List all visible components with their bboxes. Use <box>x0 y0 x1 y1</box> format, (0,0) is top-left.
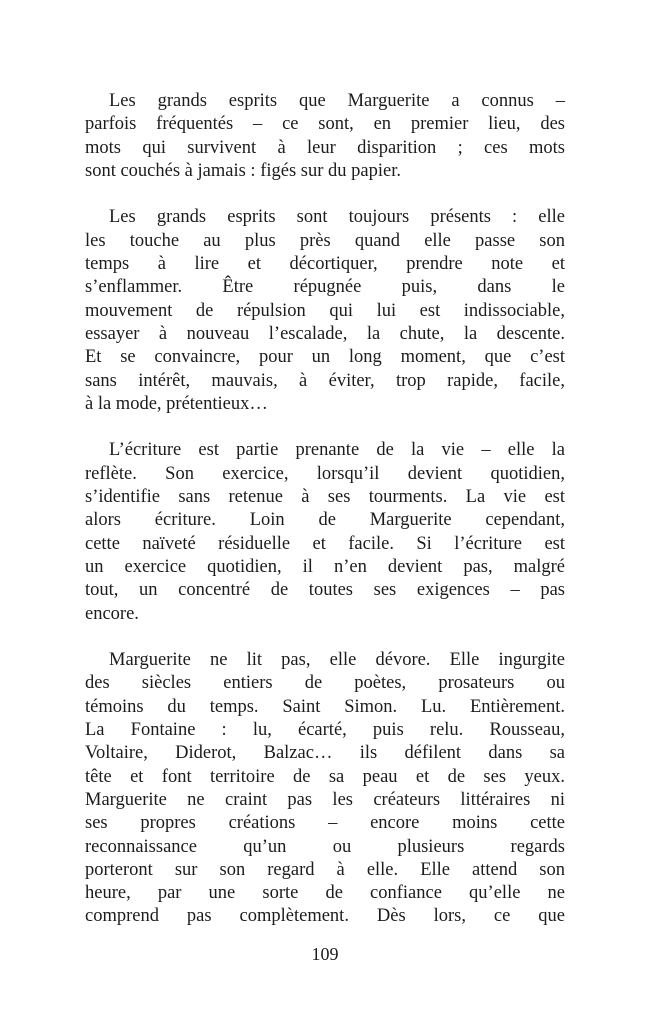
text-line: encore. <box>85 603 139 624</box>
text-line: reflète. Son exercice, lorsqu’il devient quotidien, <box>85 463 565 484</box>
text-line: tête et font territoire de sa peau et de ses yeux. <box>85 766 565 787</box>
text-line: s’enflammer. Être répugnée puis, dans le <box>85 277 565 298</box>
text-line: Voltaire, Diderot, Balzac… ils défilent dans sa <box>85 743 565 764</box>
text-line: mouvement de répulsion qui lui est indissociable, <box>85 300 565 321</box>
text-line: ses propres créations – encore moins cette <box>85 813 565 834</box>
paragraph <box>85 649 565 929</box>
text-line: un exercice quotidien, il n’en devient pas, malgré <box>85 556 565 577</box>
text-line: Les grands esprits sont toujours présents : elle <box>109 207 565 228</box>
body-text <box>85 90 565 952</box>
text-line: Les grands esprits que Marguerite a connus – <box>109 91 565 111</box>
text-line: Marguerite ne lit pas, elle dévore. Elle ingurgite <box>109 650 565 671</box>
text-line: les touche au plus près quand elle passe son <box>85 230 565 251</box>
text-line: parfois fréquentés – ce sont, en premier lieu, des <box>85 114 565 135</box>
text-line: témoins du temps. Saint Simon. Lu. Entièrement. <box>85 696 565 717</box>
text-line: porteront sur son regard à elle. Elle attend son <box>85 859 565 880</box>
text-line: temps à lire et décortiquer, prendre note et <box>85 254 565 275</box>
text-line: des siècles entiers de poètes, prosateurs ou <box>85 673 565 694</box>
paragraph <box>85 90 565 183</box>
text-line: sans intérêt, mauvais, à éviter, trop rapide, facile, <box>85 370 565 391</box>
paragraph <box>85 439 565 625</box>
text-line: L’écriture est partie prenante de la vie – elle la <box>109 440 565 461</box>
text-line: Et se convaincre, pour un long moment, que c’est <box>85 347 565 368</box>
text-line: La Fontaine : lu, écarté, puis relu. Rousseau, <box>85 720 565 741</box>
text-line: mots qui survivent à leur disparition ; ces mots <box>85 137 565 158</box>
page-number: 109 <box>311 944 339 964</box>
text-line: sont couchés à jamais : figés sur du papier. <box>85 160 401 181</box>
text-line: heure, par une sorte de confiance qu’elle ne <box>85 883 565 904</box>
text-line: à la mode, prétentieux… <box>85 393 268 414</box>
text-line: Marguerite ne craint pas les créateurs littéraires ni <box>85 789 565 810</box>
text-line: essayer à nouveau l’escalade, la chute, la descente. <box>85 323 565 344</box>
text-line: cette naïveté résiduelle et facile. Si l’écriture est <box>85 533 565 554</box>
text-line: reconnaissance qu’un ou plusieurs regards <box>85 836 565 857</box>
text-line: alors écriture. Loin de Marguerite cependant, <box>85 510 565 531</box>
text-line: comprend pas complètement. Dès lors, ce que <box>85 906 565 927</box>
paragraph <box>85 206 565 416</box>
text-line: tout, un concentré de toutes ses exigences – pas <box>85 580 565 601</box>
text-line: s’identifie sans retenue à ses tourments. La vie est <box>85 487 565 508</box>
